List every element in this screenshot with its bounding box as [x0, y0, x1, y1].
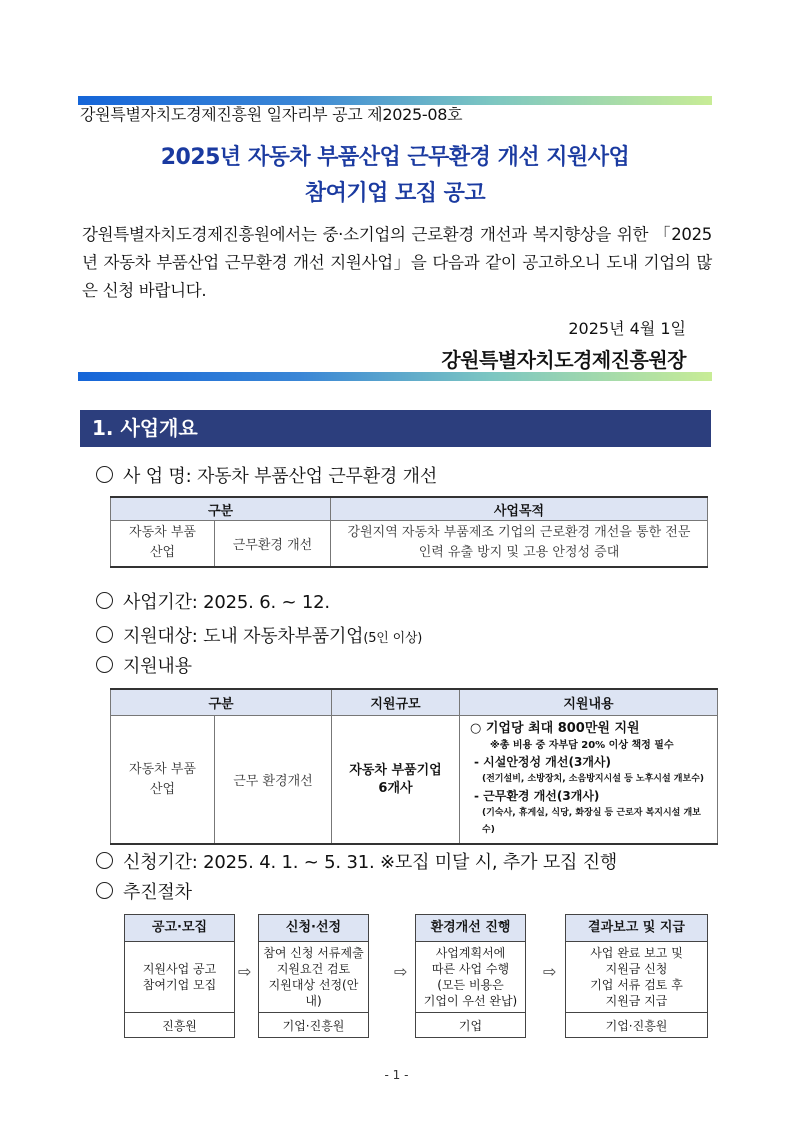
procedure-step-1: [124, 914, 235, 1038]
procedure-label: 추진절차: [123, 882, 192, 903]
step-owner: 진흥원: [162, 1019, 197, 1033]
procedure-step-3: [415, 914, 526, 1038]
period-line: [96, 588, 330, 614]
circle-bullet-icon: [96, 592, 113, 609]
step-body: 사업계획서에 따른 사업 수행 (모든 비용은 기업이 우선 완납): [416, 942, 525, 1013]
support-table-header-category: 구분: [111, 689, 332, 716]
support-table-header-content: 지원내용: [460, 689, 718, 716]
intro-paragraph: 강원특별자치도경제진흥원에서는 중·소기업의 근로환경 개선과 복지향상을 위한 「2025년 자동차 부품산업 근무환경 개선 지원사업」을 다음과 같이 공고하오니 도내 기업의 많은 신청 바랍니다.: [82, 225, 712, 300]
step-owner: 기업: [458, 1019, 483, 1033]
step-body: 사업 완료 보고 및 지원금 신청 기업 서류 검토 후 지원금 지급: [566, 942, 707, 1013]
step-body: 지원사업 공고 참여기업 모집: [125, 942, 234, 1013]
procedure-flow: [124, 914, 709, 1038]
content-line: [96, 652, 192, 678]
title-line-2: 참여기업 모집 공고: [304, 181, 486, 206]
purpose-text: 강원지역 자동차 부품제조 기업의 근로환경 개선을 통한 전문 인력 유출 방지 및 고용 안정성 증대: [331, 521, 708, 567]
support-content-line1: ○ 기업당 최대 800만원 지원: [470, 721, 640, 736]
circle-bullet-icon: [96, 656, 113, 673]
purpose-table: [110, 496, 708, 568]
step-owner: 기업·진흥원: [282, 1019, 345, 1033]
right-arrow-icon: ⇨: [543, 962, 557, 981]
circle-bullet-icon: [96, 466, 113, 483]
apply-period-line: [96, 848, 617, 874]
support-content-line6: (기숙사, 휴게실, 식당, 화장실 등 근로자 복지시설 개보수): [482, 808, 701, 835]
section-heading: 1. 사업개요: [80, 410, 711, 447]
support-content-line2: ※총 비용 중 자부담 20% 이상 책정 필수: [490, 740, 674, 751]
step-title: 공고·모집: [125, 915, 234, 942]
header-bottom-bar: [78, 372, 712, 381]
support-table-header-scale: 지원규모: [332, 689, 460, 716]
support-cat2: 근무 환경개선: [215, 716, 332, 845]
support-cat1: 자동차 부품산업: [111, 716, 215, 845]
title-line-1: 2025년 자동차 부품산업 근무환경 개선 지원사업: [160, 145, 630, 170]
circle-bullet-icon: [96, 626, 113, 643]
project-name: 사 업 명: 자동차 부품산업 근무환경 개선: [123, 466, 438, 487]
support-content: [460, 716, 718, 845]
support-content-line5: - 근무환경 개선(3개사): [474, 789, 600, 803]
support-target-note: (5인 이상): [363, 631, 423, 646]
step-body: 참여 신청 서류제출 지원요건 검토 지원대상 선정(안내): [259, 942, 368, 1013]
purpose-table-header-purpose: 사업목적: [331, 497, 708, 521]
support-content-line3: - 시설안정성 개선(3개사): [474, 755, 611, 769]
step-owner: 기업·진흥원: [605, 1019, 668, 1033]
target-line: [96, 622, 422, 648]
circle-bullet-icon: [96, 852, 113, 869]
support-target: 지원대상: 도내 자동차부품기업: [123, 626, 364, 647]
support-content-label: 지원내용: [123, 656, 192, 677]
right-arrow-icon: ⇨: [238, 962, 252, 981]
right-arrow-icon: ⇨: [394, 962, 408, 981]
purpose-cat2: 근무환경 개선: [215, 521, 331, 567]
apply-period: 신청기간: 2025. 4. 1. ~ 5. 31. ※모집 미달 시, 추가 모집 진행: [123, 852, 618, 873]
procedure-line: [96, 878, 192, 904]
announcement-date: 2025년 4월 1일: [568, 319, 686, 338]
project-name-line: [96, 462, 437, 488]
page-number: - 1 -: [384, 1068, 409, 1082]
circle-bullet-icon: [96, 882, 113, 899]
step-title: 신청·선정: [259, 915, 368, 942]
purpose-cat1: 자동차 부품산업: [111, 521, 215, 567]
support-content-line4: (전기설비, 소방장치, 소음방지시설 등 노후시설 개보수): [482, 774, 705, 784]
notice-number: 강원특별자치도경제진흥원 일자리부 공고 제2025-08호: [80, 105, 463, 124]
support-table: [110, 688, 718, 845]
procedure-step-2: [258, 914, 369, 1038]
step-title: 결과보고 및 지급: [566, 915, 707, 942]
support-scale: 자동차 부품기업 6개사: [332, 716, 460, 845]
procedure-step-4: [565, 914, 708, 1038]
signature: 강원특별자치도경제진흥원장: [441, 348, 686, 372]
purpose-table-header-category: 구분: [111, 497, 331, 521]
project-period: 사업기간: 2025. 6. ~ 12.: [123, 592, 330, 613]
step-title: 환경개선 진행: [416, 915, 525, 942]
